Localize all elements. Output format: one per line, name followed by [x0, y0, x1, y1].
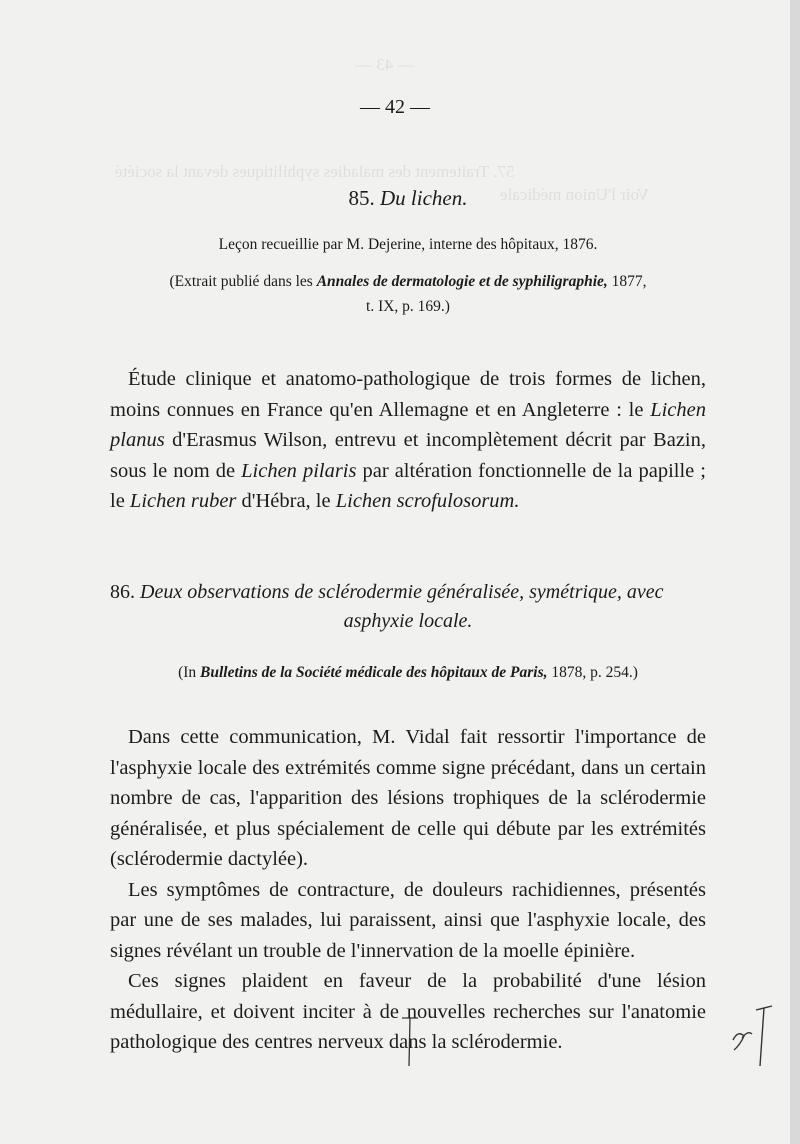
abstract-text: par altération fonctionnelle de la papille ; le: [110, 459, 706, 512]
entry-86-heading: [110, 578, 706, 636]
entry-85-abstract: [110, 364, 706, 517]
entry-85-lecture-line: Leçon recueillie par M. Dejerine, interne des hôpitaux, 1876.: [218, 236, 598, 253]
journal-name: Annales de dermatologie et de syphiligraphie,: [316, 273, 608, 290]
source-prefix: (In: [178, 664, 201, 681]
entry-85-volume-line: t. IX, p. 169.): [366, 298, 450, 315]
bleed-through-line: 57. Traitement des maladies syphilitiques devant la société: [115, 162, 515, 181]
entry-86-number: 86.: [110, 581, 135, 603]
abstract-paragraph: Ces signes plaident en faveur de la probabilité d'une lésion médullaire, et doivent inciter à de nouvelles recherches sur l'anatomie pathologique des centres nerveux dans la sclérodermie.: [110, 970, 706, 1053]
term-lichen-planus: Lichen planus: [110, 398, 706, 451]
handwritten-margin-mark-icon: [730, 1000, 780, 1070]
entry-86-source: [110, 660, 706, 685]
abstract-text: Étude clinique et anatomo-pathologique de trois formes de lichen, moins connues en France qu'en Allemagne et en Angleterre : le: [110, 368, 706, 421]
abstract-paragraph: Dans cette communication, M. Vidal fait ressortir l'importance de l'asphyxie locale des extrémités comme signe précédant, dans un certain nombre de cas, l'apparition des lésions trophiques de la sclérodermie généralisée, et plus spécialement de celle qui débute par les extrémités (sclérodermie dactylée).: [110, 726, 706, 870]
entry-86-title: Deux observations de sclérodermie généralisée, symétrique, avec: [140, 581, 664, 603]
bleed-through-line: Voir l'Union médicale: [500, 185, 650, 204]
entry-85-source: [110, 232, 706, 319]
abstract-paragraph: Les symptômes de contracture, de douleurs rachidiennes, présentés par une de ses malades, lui paraissent, ainsi que l'asphyxie locale, des signes révélant un trouble de l'innervation de la moelle épinière.: [110, 878, 706, 962]
term-lichen-pilaris: Lichen pilaris: [241, 459, 357, 482]
bleed-through-number: — 43 —: [355, 55, 415, 74]
extract-prefix: (Extrait publié dans les: [169, 273, 317, 290]
entry-85-title: Du lichen.: [380, 186, 468, 210]
entry-86-abstract: [110, 722, 706, 1058]
entry-85-heading: [110, 186, 706, 211]
entry-86-title-tail: asphyxie locale.: [343, 610, 473, 632]
journal-name: Bulletins de la Société médicale des hôpitaux de Paris,: [200, 664, 548, 681]
abstract-text: d'Hébra, le: [236, 490, 336, 512]
entry-85-extract-line: [110, 269, 706, 294]
abstract-text: d'Erasmus Wilson, entrevu et incomplètement décrit par Bazin, sous le nom de: [110, 429, 706, 482]
term-lichen-ruber: Lichen ruber: [129, 490, 237, 512]
page-number: — 42 —: [360, 96, 430, 118]
entry-85-number: 85.: [348, 186, 375, 210]
term-lichen-scrofulosorum: Lichen scrofulosorum.: [335, 490, 520, 512]
source-year: 1878, p. 254.): [547, 664, 638, 681]
extract-year: 1877,: [607, 273, 647, 290]
pencil-mark-icon: [400, 1014, 420, 1069]
